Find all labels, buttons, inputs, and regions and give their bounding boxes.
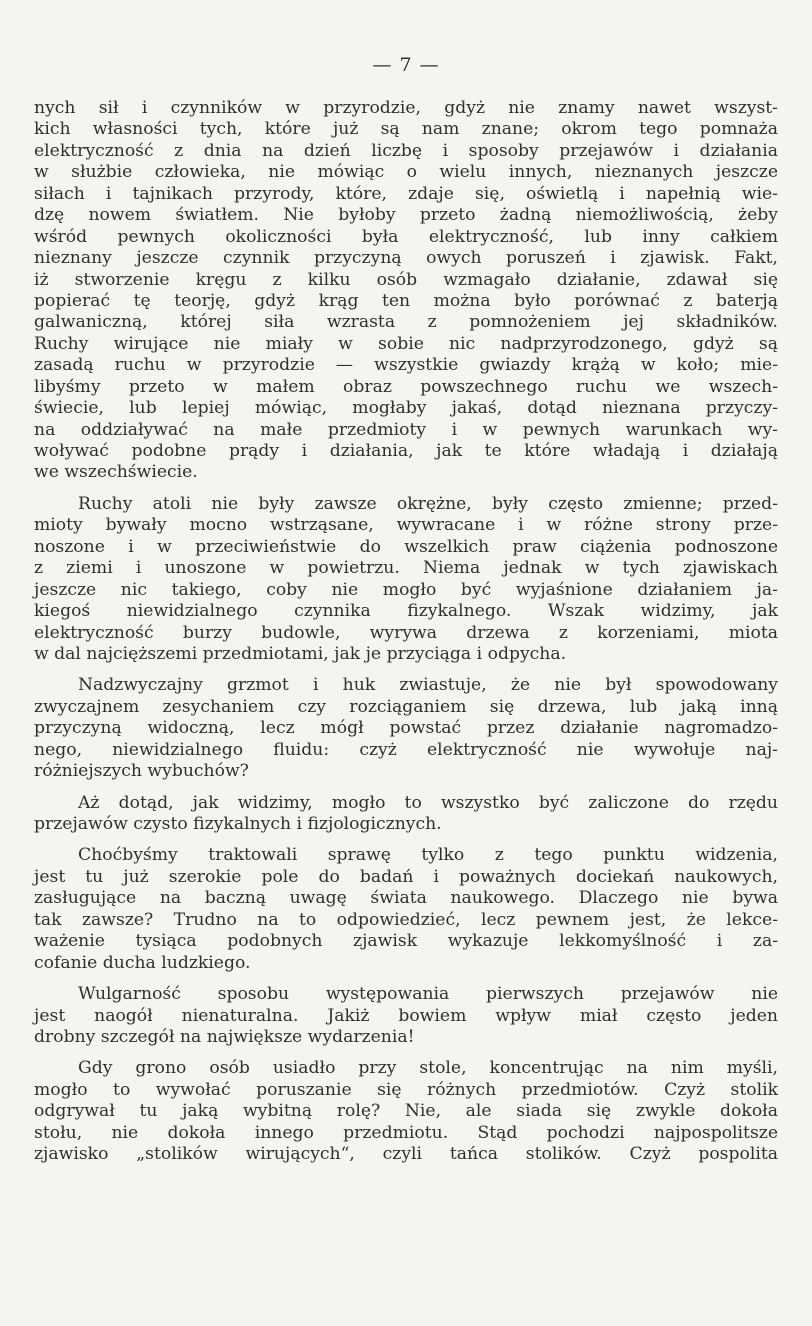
paragraph-gap: [34, 484, 778, 494]
text-line: nego, niewidzialnego fluidu: czyż elektryczność nie wywołuje naj-: [34, 739, 778, 760]
text-line: Ruchy atoli nie były zawsze okrężne, były często zmienne; przed-: [78, 493, 778, 514]
text-line: przyczyną widoczną, lecz mógł powstać przez działanie nagromadzo-: [34, 718, 778, 739]
text-line: siłach i tajnikach przyrody, które, zdaje się, oświetlą i napełnią wie-: [34, 183, 778, 204]
text-line: mioty bywały mocno wstrząsane, wywracane i w różne strony prze-: [34, 515, 778, 536]
page-number: — 7 —: [372, 54, 440, 76]
text-line: świecie, lub lepiej mówiąc, mogłaby jakaś, dotąd nieznana przyczy-: [34, 398, 778, 419]
paragraph: [34, 494, 778, 666]
text-line: ważenie tysiąca podobnych zjawisk wykazuje lekkomyślność i za-: [34, 931, 778, 952]
paragraph-gap: [34, 974, 778, 984]
text-line: we wszechświecie.: [34, 462, 198, 483]
text-line: wśród pewnych okoliczności była elektryczność, lub inny całkiem: [34, 226, 778, 247]
text-line: kich własności tych, które już są nam znane; okrom tego pomnaża: [34, 119, 778, 140]
body-text: [34, 98, 778, 1166]
text-line: woływać podobne prądy i działania, jak te które władają i działają: [34, 441, 778, 461]
paragraph-gap: [34, 1048, 778, 1058]
text-line: jeszcze nic takiego, coby nie mogło być wyjaśnione działaniem ja-: [34, 579, 778, 600]
text-line: noszone i w przeciwieństwie do wszelkich praw ciążenia podnoszone: [34, 536, 778, 557]
text-line: jest tu już szerokie pole do badań i poważnych dociekań naukowych,: [34, 866, 778, 887]
text-line: Choćbyśmy traktowali sprawę tylko z tego punktu widzenia,: [78, 845, 778, 866]
paragraph-gap: [34, 665, 778, 675]
text-line: drobny szczegół na największe wydarzenia!: [34, 1026, 415, 1047]
text-line: z ziemi i unoszone w powietrzu. Niema jednak w tych zjawiskach: [34, 558, 778, 579]
text-line: Aż dotąd, jak widzimy, mogło to wszystko być zaliczone do rzędu: [78, 792, 778, 813]
text-line: tak zawsze? Trudno na to odpowiedzieć, lecz pewnem jest, że lekce-: [34, 909, 778, 930]
text-line: nieznany jeszcze czynnik przyczyną owych poruszeń i zjawisk. Fakt,: [34, 248, 778, 269]
text-line: Ruchy wirujące nie miały w sobie nic nadprzyrodzonego, gdyż są: [34, 333, 778, 354]
text-line: w służbie człowieka, nie mówiąc o wielu innych, nieznanych jeszcze: [34, 162, 778, 183]
paragraph: [34, 984, 778, 1048]
text-line: stołu, nie dokoła innego przedmiotu. Stąd pochodzi najpospolitsze: [34, 1122, 778, 1143]
text-line: Nadzwyczajny grzmot i huk zwiastuje, że nie był spowodowany: [78, 675, 778, 696]
text-line: różniejszych wybuchów?: [34, 761, 249, 782]
paragraph: [34, 98, 778, 484]
text-line: galwaniczną, której siła wzrasta z pomnożeniem jej składników.: [34, 312, 778, 333]
paragraph: [34, 675, 778, 782]
paragraph-gap: [34, 835, 778, 845]
text-line: iż stworzenie kręgu z kilku osób wzmagało działanie, zdawał się: [34, 269, 778, 290]
text-line: jest naogół nienaturalna. Jakiż bowiem wpływ miał często jeden: [34, 1005, 778, 1026]
text-line: na oddziaływać na małe przedmioty i w pewnych warunkach wy-: [34, 419, 778, 440]
text-line: zjawisko „stolików wirujących“, czyli tańca stolików. Czyż pospolita: [34, 1144, 778, 1165]
text-line: kiegoś niewidzialnego czynnika fizykalnego. Wszak widzimy, jak: [34, 601, 778, 622]
paragraph: [34, 845, 778, 974]
text-line: w dal najcięższemi przedmiotami, jak je przyciąga i odpycha.: [34, 643, 567, 664]
text-line: popierać tę teorję, gdyż krąg ten można było porównać z baterją: [34, 290, 778, 311]
text-line: elektryczność z dnia na dzień liczbę i sposoby przejawów i działania: [34, 140, 778, 161]
text-line: zasługujące na baczną uwagę świata naukowego. Dlaczego nie bywa: [34, 888, 778, 909]
text-line: libyśmy przeto w małem obraz powszechnego ruchu we wszech-: [34, 376, 778, 397]
paragraph: [34, 1058, 778, 1165]
text-line: cofanie ducha ludzkiego.: [34, 952, 251, 973]
text-line: mogło to wywołać poruszanie się różnych przedmiotów. Czyż stolik: [34, 1079, 778, 1100]
text-line: odgrywał tu jaką wybitną rolę? Nie, ale siada się zwykle dokoła: [34, 1101, 778, 1122]
text-line: Gdy grono osób usiadło przy stole, koncentrując na nim myśli,: [78, 1058, 778, 1079]
paragraph-gap: [34, 783, 778, 793]
text-line: zasadą ruchu w przyrodzie — wszystkie gwiazdy krążą w koło; mie-: [34, 355, 778, 376]
text-line: nych sił i czynników w przyrodzie, gdyż nie znamy nawet wszyst-: [34, 98, 778, 118]
text-line: przejawów czysto fizykalnych i fizjologicznych.: [34, 814, 442, 834]
text-line: zwyczajnem zesychaniem czy rozciąganiem się drzewa, lub jaką inną: [34, 696, 778, 717]
text-line: dzę nowem światłem. Nie byłoby przeto żadną niemożliwością, żeby: [34, 205, 778, 226]
paragraph: [34, 793, 778, 836]
text-line: Wulgarność sposobu występowania pierwszych przejawów nie: [78, 984, 778, 1005]
text-line: elektryczność burzy budowle, wyrywa drzewa z korzeniami, miota: [34, 622, 778, 643]
